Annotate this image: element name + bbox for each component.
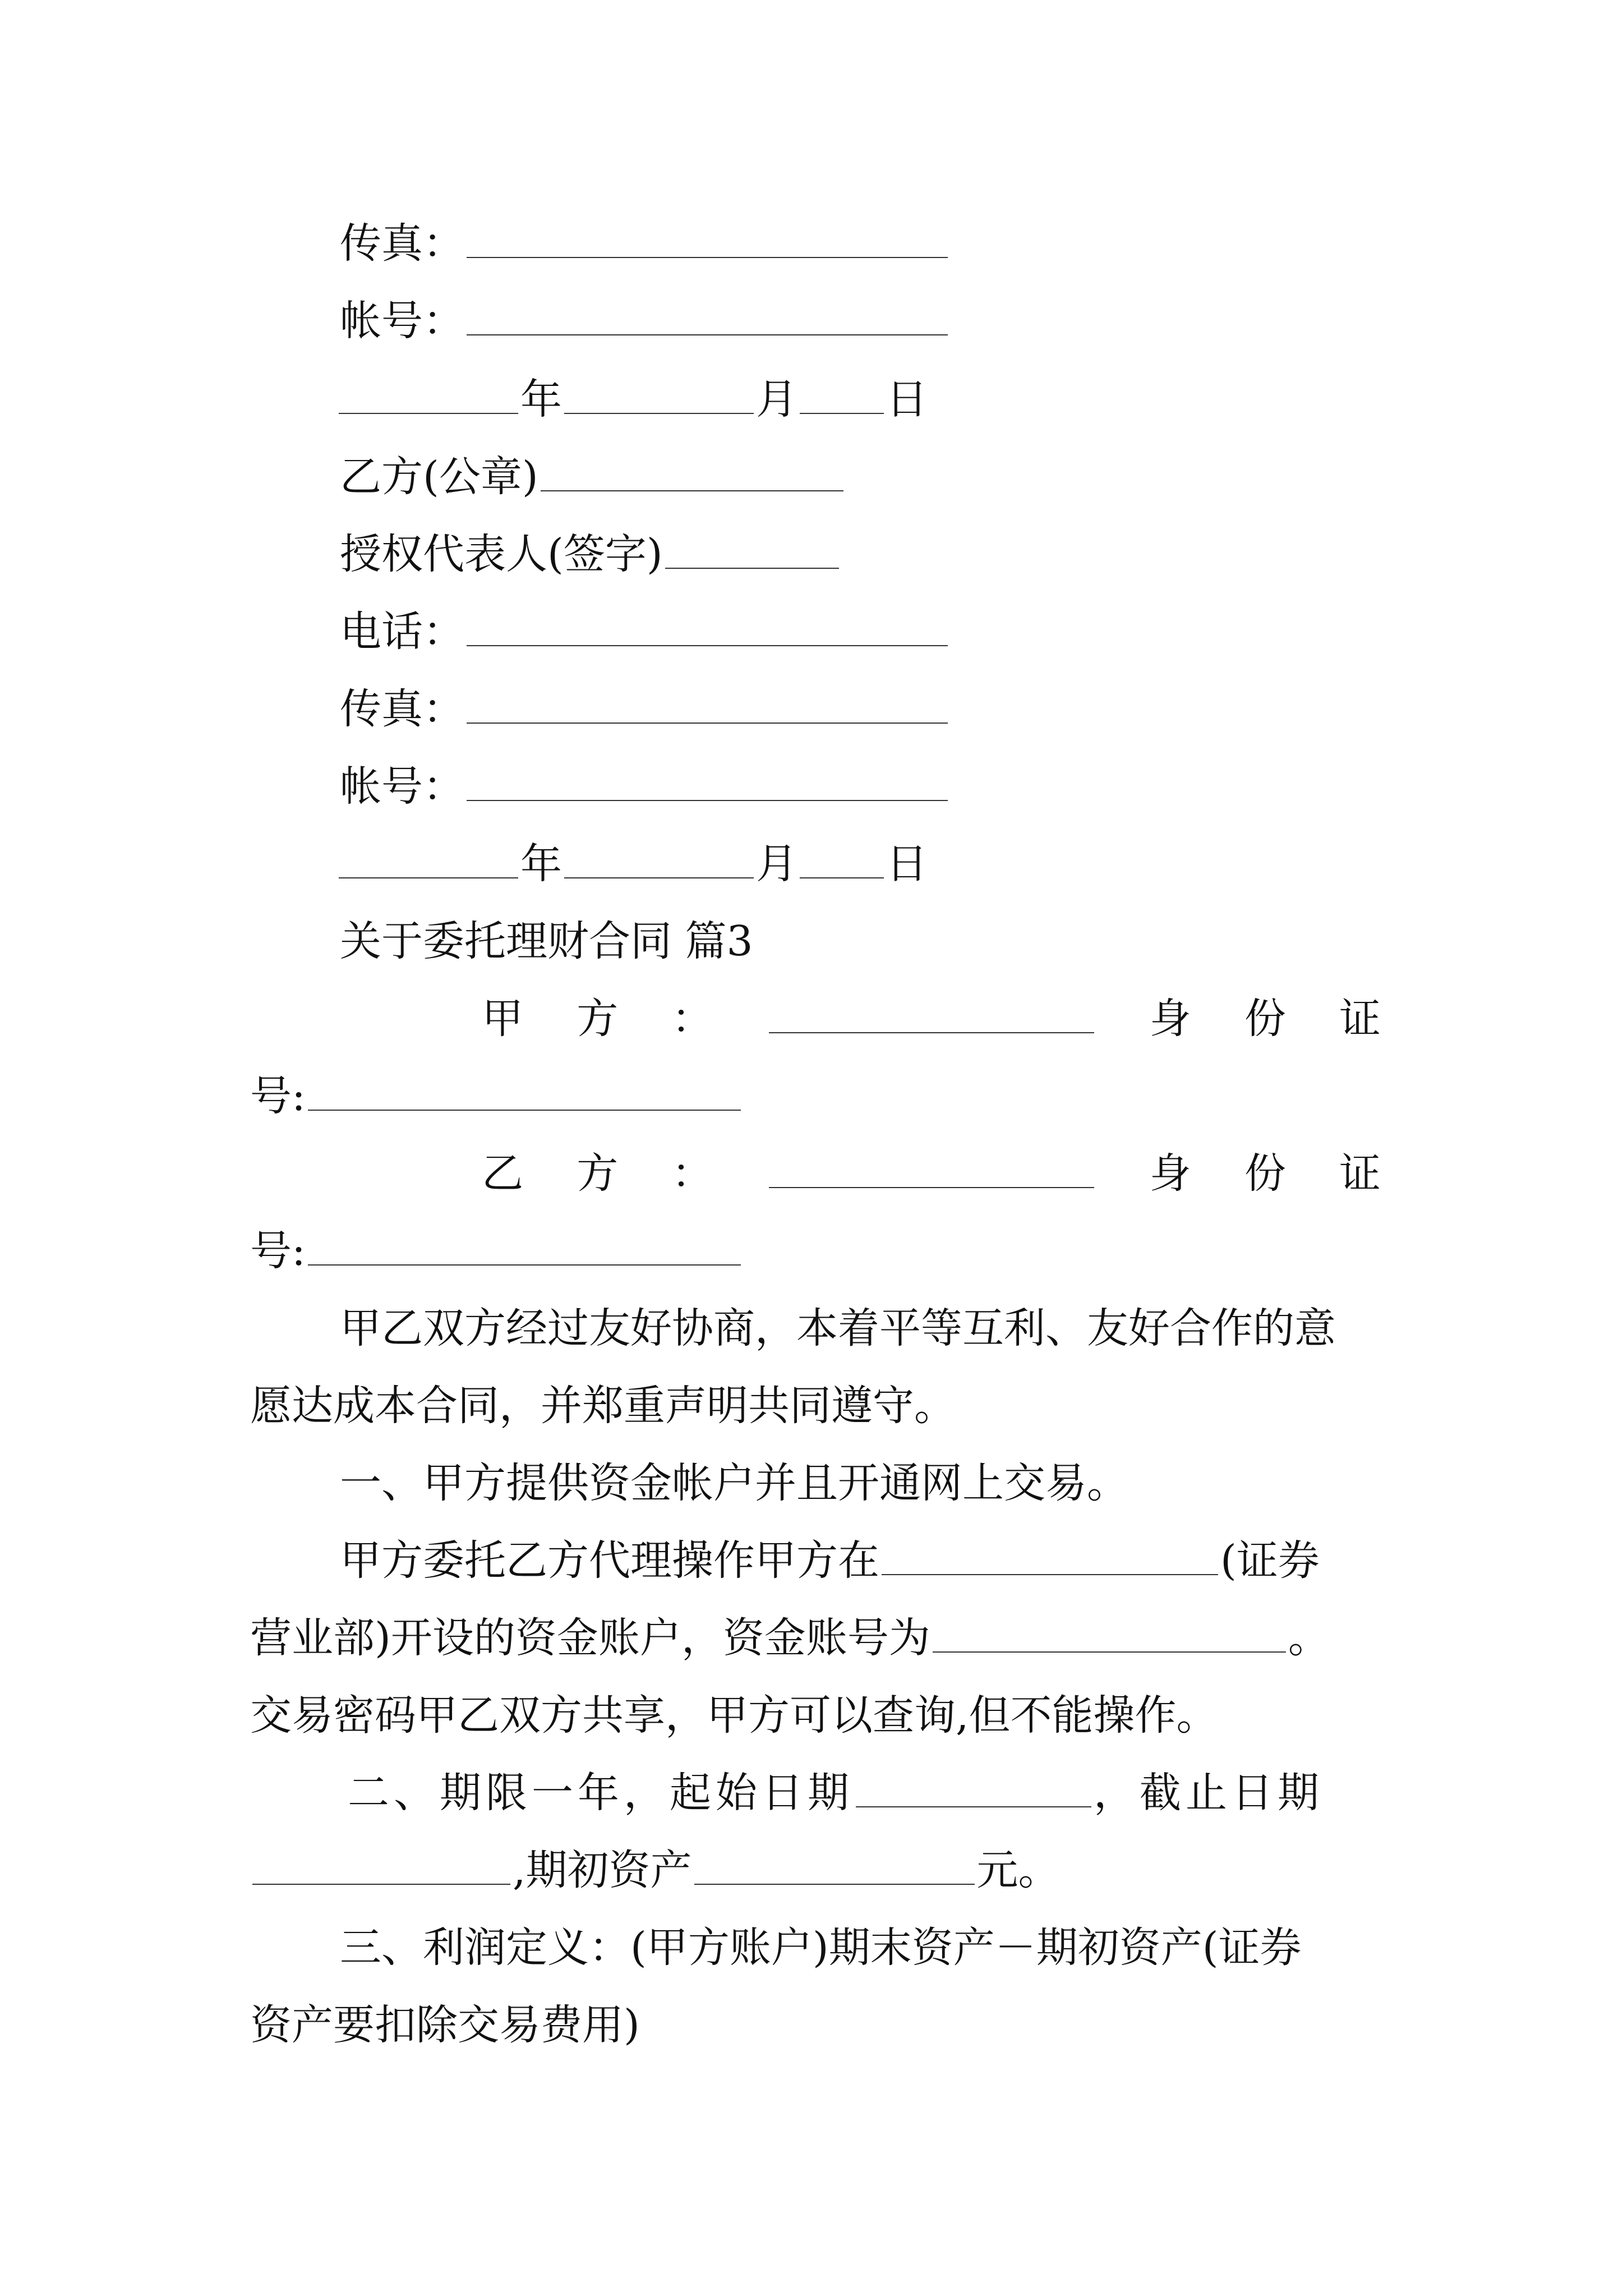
clause-1-text-c: 营业部)开设的资金账户，资金账号为 bbox=[250, 1614, 930, 1662]
party-b-date-line bbox=[336, 836, 928, 892]
party-a-char-2: 方 bbox=[577, 995, 619, 1043]
id-char-1: 身 bbox=[1149, 995, 1191, 1043]
section-title: 关于委托理财合同 篇3 bbox=[340, 917, 753, 965]
account-label: 帐号： bbox=[340, 297, 464, 345]
party-a-id-number-line bbox=[250, 1068, 743, 1124]
party-a-char-1: 甲 bbox=[482, 995, 524, 1043]
year-blank[interactable] bbox=[339, 371, 518, 414]
clause-2-text-d: 元。 bbox=[976, 1846, 1060, 1894]
fax-label: 传真： bbox=[340, 685, 464, 733]
id-char-2: 份 bbox=[1244, 1149, 1286, 1198]
month-label: 月 bbox=[756, 840, 797, 888]
party-b-id-number-line bbox=[250, 1223, 743, 1279]
clause-1-title: 一、甲方提供资金帐户并且开通网上交易。 bbox=[340, 1459, 1128, 1507]
fund-account-blank[interactable] bbox=[933, 1610, 1286, 1653]
clause-3-line-b: 资产要扣除交易费用) bbox=[250, 2001, 640, 2049]
party-a-name-blank[interactable] bbox=[769, 991, 1094, 1033]
fax-blank[interactable] bbox=[467, 681, 948, 724]
account-blank[interactable] bbox=[467, 758, 948, 801]
end-date-blank[interactable] bbox=[252, 1842, 510, 1885]
party-b-fax-line bbox=[340, 681, 950, 737]
fax-label: 传真： bbox=[340, 219, 464, 268]
intro-line-2: 愿达成本合同，并郑重声明共同遵守。 bbox=[250, 1382, 956, 1430]
clause-2-line-b bbox=[250, 1842, 1060, 1898]
year-label: 年 bbox=[520, 840, 562, 888]
id-char-1: 身 bbox=[1149, 1149, 1191, 1198]
month-blank[interactable] bbox=[564, 836, 754, 878]
rep-label: 授权代表人(签字) bbox=[340, 530, 663, 578]
seal-label: 乙方(公章) bbox=[340, 453, 538, 501]
party-b-account-line bbox=[340, 758, 950, 815]
clause-2-text-c: ,期初资产 bbox=[513, 1846, 692, 1894]
clause-2-line-a bbox=[348, 1765, 1324, 1821]
party-b-id-row bbox=[344, 1145, 1381, 1202]
party-b-id-blank[interactable] bbox=[308, 1223, 741, 1266]
brokerage-blank[interactable] bbox=[882, 1533, 1218, 1575]
party-b-phone-line bbox=[340, 604, 950, 660]
year-blank[interactable] bbox=[339, 836, 518, 878]
clause-2-text-b: ，截止日期 bbox=[1094, 1769, 1324, 1817]
initial-assets-blank[interactable] bbox=[694, 1842, 975, 1885]
party-a-id-row bbox=[344, 991, 1381, 1047]
party-b-seal-line bbox=[340, 449, 846, 505]
party-b-char-1: 乙 bbox=[482, 1149, 524, 1198]
day-blank[interactable] bbox=[800, 836, 884, 878]
clause-2-text-a: 二、期限一年，起始日期 bbox=[348, 1769, 854, 1817]
seal-blank[interactable] bbox=[541, 449, 843, 491]
party-b-name-blank[interactable] bbox=[769, 1145, 1094, 1188]
account-label: 帐号： bbox=[340, 762, 464, 811]
clause-1-text-b: (证券 bbox=[1220, 1536, 1320, 1585]
clause-1-line-a bbox=[340, 1533, 1320, 1589]
year-label: 年 bbox=[520, 375, 562, 424]
id-char-3: 证 bbox=[1339, 1149, 1381, 1198]
account-blank[interactable] bbox=[467, 293, 948, 335]
party-a-id-blank[interactable] bbox=[308, 1068, 741, 1111]
clause-1-line-c: 交易密码甲乙双方共享，甲方可以查询,但不能操作。 bbox=[250, 1691, 1218, 1740]
month-blank[interactable] bbox=[564, 371, 754, 414]
party-a-date-line bbox=[336, 371, 928, 427]
intro-line-1: 甲乙双方经过友好协商，本着平等互利、友好合作的意 bbox=[340, 1304, 1336, 1352]
clause-3-line-a: 三、利润定义：(甲方账户)期末资产－期初资产(证券 bbox=[340, 1924, 1302, 1972]
id-char-3: 证 bbox=[1339, 995, 1381, 1043]
start-date-blank[interactable] bbox=[856, 1765, 1091, 1807]
month-label: 月 bbox=[756, 375, 797, 424]
party-b-char-2: 方 bbox=[577, 1149, 619, 1198]
party-b-rep-line bbox=[340, 526, 841, 582]
day-label: 日 bbox=[886, 375, 928, 424]
clause-1-line-b bbox=[250, 1610, 1330, 1666]
party-b-colon: ： bbox=[671, 1149, 713, 1198]
id-number-label: 号: bbox=[250, 1227, 306, 1275]
party-a-account-line bbox=[340, 293, 950, 349]
fax-blank[interactable] bbox=[467, 215, 948, 258]
phone-blank[interactable] bbox=[467, 604, 948, 646]
id-number-label: 号: bbox=[250, 1072, 306, 1120]
party-a-fax-line bbox=[340, 215, 950, 272]
party-a-colon: ： bbox=[671, 995, 713, 1043]
phone-label: 电话： bbox=[340, 608, 464, 656]
day-label: 日 bbox=[886, 840, 928, 888]
clause-1-text-d: 。 bbox=[1288, 1614, 1330, 1662]
day-blank[interactable] bbox=[800, 371, 884, 414]
id-char-2: 份 bbox=[1244, 995, 1286, 1043]
rep-blank[interactable] bbox=[665, 526, 839, 569]
clause-1-text-a: 甲方委托乙方代理操作甲方在 bbox=[340, 1536, 879, 1585]
